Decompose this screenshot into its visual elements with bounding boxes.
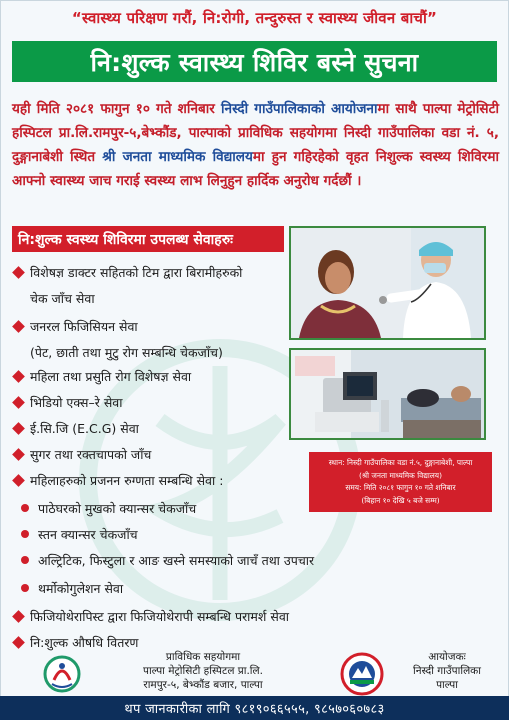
service-item (12, 420, 139, 437)
diamond-bullet-icon (12, 474, 25, 487)
diamond-bullet-icon (12, 610, 25, 623)
service-text: महिलाहरुको प्रजनन रुग्णता सम्बन्धि सेवा : (30, 473, 224, 488)
intro-support: मा साथै पाल्पा मेट्रोसिटी हस्पिटल प्रा.लि.रामपुर-५,बेभ्कौंड, पाल्पाको प्राविधिक सहयोगमा निस्दी गाउँपालिका वडा नं. ५, दुङ्गानाबेशी स्थित (12, 101, 499, 165)
service-item (12, 290, 95, 307)
ultrasound-photo (289, 348, 486, 440)
intro-paragraph (12, 97, 499, 193)
dot-bullet-icon (21, 556, 29, 564)
service-item (12, 264, 242, 281)
doctor-patient-photo (289, 226, 486, 340)
service-text: ई.सि.जि (E.C.G) सेवा (30, 421, 139, 436)
diamond-bullet-icon (12, 422, 25, 435)
service-item (12, 394, 123, 411)
diamond-bullet-icon (12, 636, 25, 649)
technical-support-hospital: पाल्पा मेट्रोसिटी हस्पिटल प्रा.लि. (143, 665, 263, 677)
technical-support-label: प्राविधिक सहयोगमा (165, 651, 241, 663)
dot-bullet-icon (21, 530, 29, 538)
diamond-bullet-icon (12, 396, 25, 409)
service-text: स्तन क्यान्सर चेकजाँच (38, 527, 138, 542)
service-item (12, 344, 223, 361)
organizer-block (397, 650, 497, 692)
service-item (12, 446, 151, 463)
technical-support-block (98, 650, 308, 692)
intro-request: मा हुन गहिरहेको वृहत निशुल्क स्वस्थ्य शिविरमा आफ्नो स्वास्थ्य जाच गराई स्वस्थ्य लाभ लिनुहुन हार्दिक अनुरोध गर्दछौं । (12, 149, 499, 189)
nisdi-municipality-emblem-icon (340, 652, 384, 696)
organizer-name: निस्दी गाउँपालिका (413, 665, 481, 677)
service-item (12, 552, 314, 569)
service-item (12, 368, 191, 385)
metrocity-hospital-logo-icon (36, 654, 88, 694)
diamond-bullet-icon (12, 448, 25, 461)
service-text: महिला तथा प्रसुति रोग विशेषज्ञ सेवा (30, 369, 192, 384)
diamond-bullet-icon (12, 370, 25, 383)
organizer-label: आयोजकः (428, 651, 466, 663)
service-item (12, 472, 223, 489)
service-item (12, 526, 138, 543)
venue-date: समय: मिति २०८१ फागुन १० गते शनिबार (345, 483, 456, 492)
contact-numbers: थप जानकारीका लागि ९८१९०६६५५५, ९८५७०६०७८३ (124, 702, 385, 717)
service-text: पाठेघरको मुखको क्यान्सर चेकजाँच (38, 501, 197, 516)
diamond-bullet-icon (12, 266, 25, 279)
contact-bar (0, 696, 509, 720)
service-text: भिडियो एक्स–रे सेवा (30, 395, 123, 410)
service-text: जनरल फिजिसियन सेवा (30, 319, 138, 334)
service-text: थर्मोकोगुलेशन सेवा (38, 581, 124, 596)
service-text: (पेट, छाती तथा मुटु रोग सम्बन्धि चेकजाँच) (30, 345, 223, 360)
service-text: सुगर तथा रक्तचापको जाँच (30, 447, 152, 462)
venue-school: (श्री जनता माध्यमिक विद्यालय) (359, 470, 442, 480)
title-banner (12, 41, 497, 82)
service-text: फिजियोथेरापिस्ट द्वारा फिजियोथेरापी सम्बन्धि परामर्श सेवा (30, 609, 290, 624)
venue-location: स्थान: निस्दी गाउँपालिका वडा नं.५, दुङ्गानाबेशी, पाल्पा (328, 458, 473, 467)
intro-school: श्री जनता माध्यमिक विद्यालय (102, 149, 253, 165)
organizer-district: पाल्पा (436, 679, 458, 691)
service-item (12, 580, 123, 597)
venue-time: (बिहान १० देखि ५ बजे सम्म) (361, 495, 440, 505)
service-item (12, 500, 196, 517)
service-item (12, 634, 138, 651)
services-header: नि:शुल्क स्वस्थ्य शिविरमा उपलब्ध सेवाहरुः (12, 226, 284, 252)
service-item (12, 608, 289, 625)
slogan: “स्वास्थ्य परिक्षण गरौं, नि:रोगी, तन्दुरुस्त र स्वास्थ्य जीवन बाचौं” (71, 9, 438, 27)
service-text: नि:शुल्क औषधि वितरण (30, 635, 139, 650)
technical-support-address: रामपुर-५, बेभ्कौंड बजार, पाल्पा (143, 679, 263, 691)
dot-bullet-icon (21, 504, 29, 512)
intro-organizer: निस्दी गाउँपालिकाको आयोजना (221, 101, 378, 117)
service-text: चेक जाँच सेवा (30, 291, 95, 306)
intro-date: यही मिति २०८१ फागुन १० गते शनिबार (12, 101, 222, 117)
page-title: नि:शुल्क स्वास्थ्य शिविर बस्ने सुचना (90, 47, 419, 77)
service-text: अल्ट्रिटिक, फिस्टुला र आङ खस्ने समस्याको जाचँ तथा उपचार (38, 553, 315, 568)
service-text: विशेषज्ञ डाक्टर सहितको टिम द्वारा बिरामीहरुको (30, 265, 243, 280)
dot-bullet-icon (21, 584, 29, 592)
service-item (12, 318, 138, 335)
diamond-bullet-icon (12, 320, 25, 333)
venue-box (309, 452, 492, 512)
